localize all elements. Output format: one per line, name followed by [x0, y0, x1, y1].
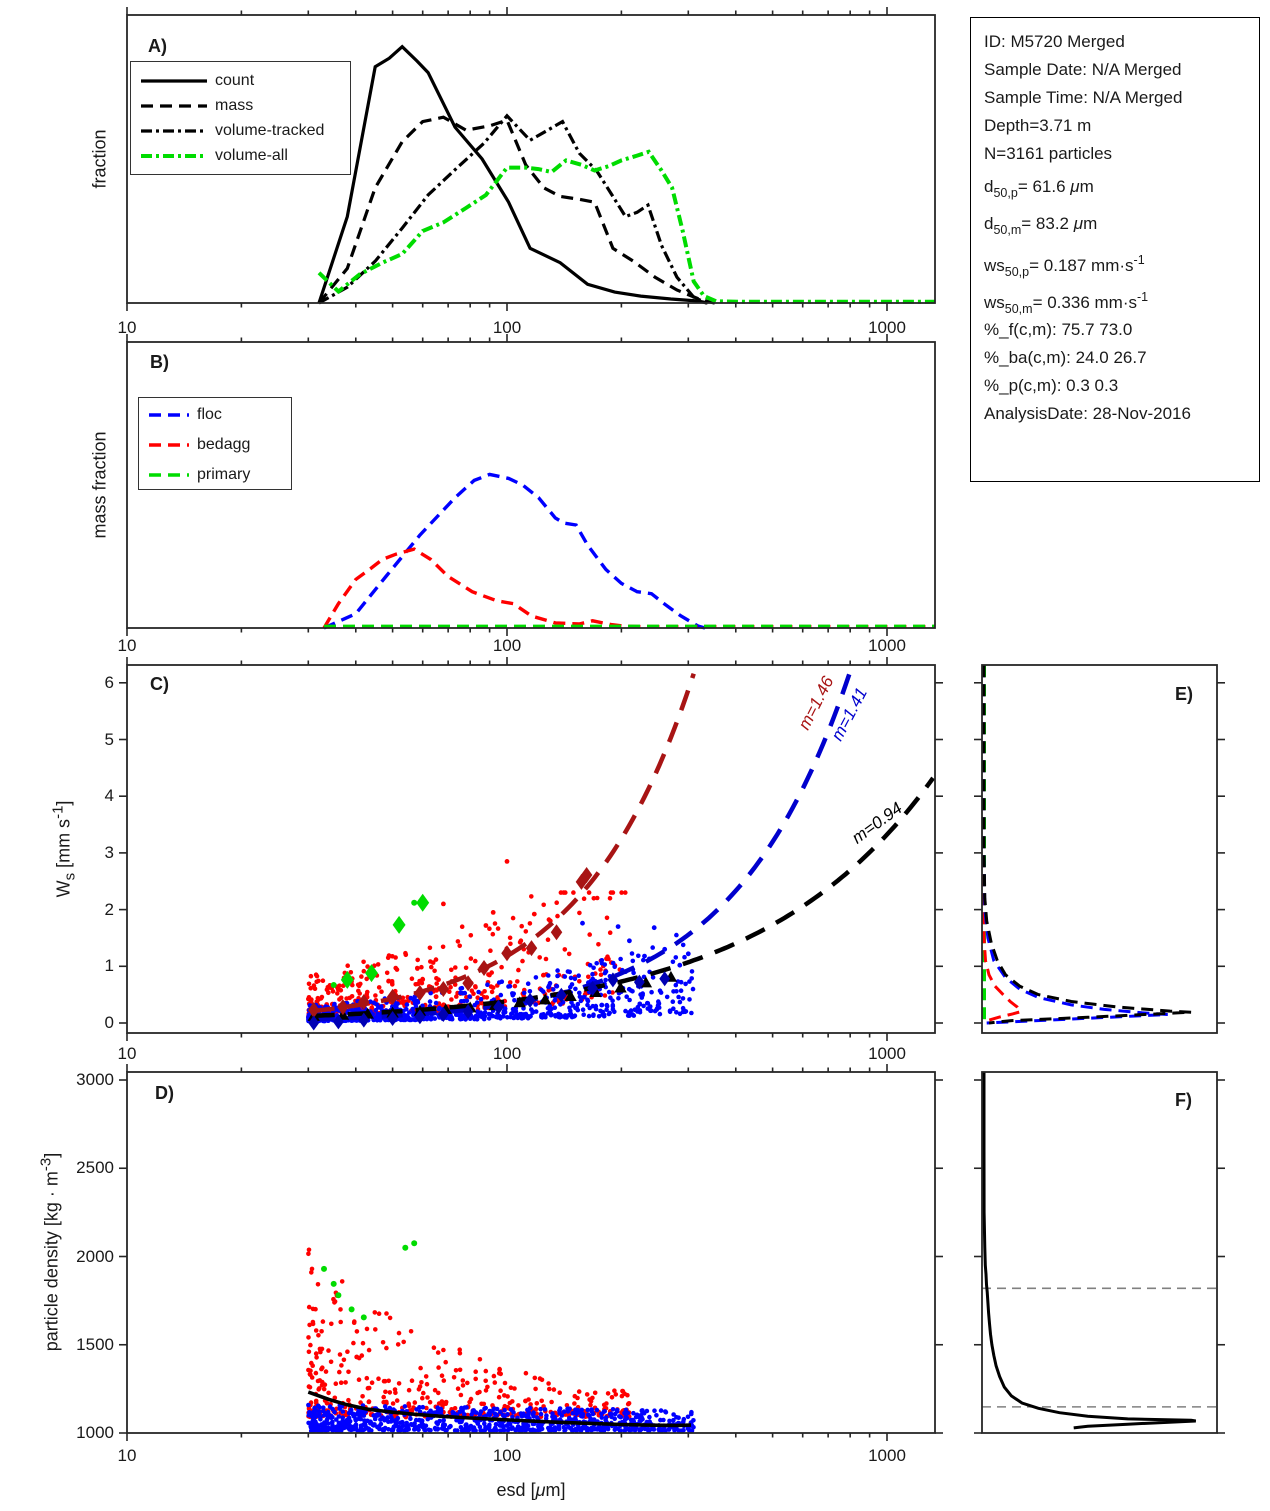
power-law-curve [314, 778, 933, 1016]
legend-panel-a [130, 61, 351, 175]
legend-item-label: mass [215, 96, 254, 114]
curve-exponent-label: m=0.94 [848, 798, 906, 848]
y-axis-ticks [974, 1080, 1225, 1433]
y-tick-label: 6 [104, 672, 114, 692]
info-line: Sample Date: N/A Merged [984, 60, 1182, 79]
legend-line-sample [149, 470, 189, 480]
y-tick-label: 0 [104, 1013, 114, 1032]
info-line: N=3161 particles [984, 144, 1113, 163]
panel-e-label: E) [1175, 684, 1193, 704]
x-tick-label: 100 [492, 1044, 522, 1063]
x-tick-label: 10 [117, 1446, 137, 1465]
info-line: $ws_{50,m}= 0.336$ $mm\cdot s^{-1}$ [984, 290, 1149, 316]
curve-exponent-label: m=1.41 [827, 684, 872, 744]
legend-line-sample [141, 76, 207, 86]
x-tick-label: 10 [117, 318, 137, 337]
info-line: ID: M5720 Merged [984, 32, 1125, 51]
y-tick-label: 5 [104, 729, 114, 749]
legend-item-volume-tracked [141, 118, 324, 143]
curve-exponent-label: m=1.46 [794, 673, 838, 733]
legend-item-mass [141, 93, 253, 118]
legend-item-label: volume-tracked [215, 121, 325, 139]
legend-panel-b [138, 397, 292, 490]
threshold-dashed-lines [982, 1288, 1217, 1407]
panel-d-ylabel: particle density $[kg \cdot m^{-3}]$ [37, 1152, 62, 1352]
legend-line-sample [149, 440, 189, 450]
panel-f-label: F) [1175, 1090, 1192, 1110]
x-tick-label: 1000 [868, 318, 906, 337]
y-axis-ticks [119, 683, 943, 1023]
legend-item-primary [149, 460, 250, 490]
y-tick-label: 2 [104, 899, 114, 919]
legend-item-label: bedagg [197, 436, 251, 453]
extra-outlier-points [331, 859, 691, 988]
y-tick-label: 1 [104, 956, 114, 976]
marginal-all [984, 665, 1191, 1023]
panel-a-label: A) [148, 36, 167, 56]
panel-b-ylabel: mass fraction [89, 431, 110, 539]
legend-item-label: primary [197, 466, 251, 483]
info-line: %_ba(c,m): 24.0 26.7 [984, 348, 1147, 367]
panel-a-ylabel: fraction [89, 129, 110, 189]
x-tick-label: 100 [492, 1446, 522, 1465]
info-line: %_p(c,m): 0.3 0.3 [984, 376, 1119, 395]
legend-item-bedagg [149, 430, 250, 460]
series-mass [319, 117, 715, 303]
info-line: AnalysisDate: 28-Nov-2016 [984, 404, 1191, 423]
y-tick-label: 2500 [76, 1158, 114, 1178]
y-axis-ticks [974, 683, 1225, 1023]
panel-d-label: D) [155, 1083, 174, 1103]
x-tick-label: 1000 [868, 636, 906, 655]
green-scatter-points [321, 1240, 417, 1320]
panel-c-ylabel: $W_s$ [mm $s^{-1}$] [49, 800, 79, 898]
panel-f-plot [982, 1072, 1217, 1433]
legend-line-sample [141, 126, 207, 136]
panel-c-label: C) [150, 674, 169, 694]
info-line: $ws_{50,p}= 0.187$ $mm\cdot s^{-1}$ [984, 253, 1145, 279]
info-line: %_f(c,m): 75.7 73.0 [984, 320, 1133, 339]
x-tick-label: 1000 [868, 1446, 906, 1465]
panel-d-plot [127, 1072, 935, 1433]
y-tick-label: 3000 [76, 1070, 114, 1089]
x-tick-label: 1000 [868, 1044, 906, 1063]
x-axis-title: esd [μm] [496, 1480, 566, 1500]
legend-item-count [141, 68, 254, 93]
legend-item-label: count [215, 71, 255, 89]
panel-b-label: B) [150, 352, 169, 372]
x-axis-ticks [127, 1064, 887, 1441]
y-tick-label: 1000 [76, 1423, 114, 1442]
x-axis-ticks [127, 657, 887, 1041]
legend-line-sample [141, 101, 207, 111]
info-line: $d_{50,m}= 83.2$ μm [984, 214, 1098, 237]
x-tick-label: 10 [117, 1044, 137, 1063]
panel-c-plot [127, 665, 935, 1033]
y-axis-ticks [119, 1080, 943, 1433]
green-diamond-markers [341, 894, 429, 989]
x-tick-label: 100 [492, 318, 522, 337]
red-scatter-points [306, 1248, 632, 1420]
y-tick-label: 2000 [76, 1246, 114, 1266]
series-floc [324, 474, 705, 628]
info-line: Sample Time: N/A Merged [984, 88, 1183, 107]
marginal-floc [984, 665, 1168, 1023]
x-tick-label: 100 [492, 636, 522, 655]
x-tick-label: 10 [117, 636, 137, 655]
legend-item-label: floc [197, 406, 222, 423]
legend-item-label: volume-all [215, 146, 288, 164]
legend-item-volume-all [141, 143, 288, 168]
panel-e-plot [982, 665, 1217, 1033]
sample-info-box [970, 17, 1260, 482]
legend-line-sample [141, 151, 207, 161]
series-bedagg [324, 549, 935, 628]
y-tick-label: 1500 [76, 1334, 114, 1354]
info-line: $d_{50,p}= 61.6$ μm [984, 177, 1094, 200]
y-tick-label: 3 [104, 842, 114, 862]
density-distribution-curve [984, 1072, 1196, 1428]
y-tick-label: 4 [104, 786, 114, 806]
info-line: Depth=3.71 m [984, 116, 1092, 135]
power-law-curve [314, 673, 838, 1011]
legend-item-floc [149, 400, 222, 430]
series-volume-all [319, 152, 935, 302]
legend-line-sample [149, 410, 189, 420]
